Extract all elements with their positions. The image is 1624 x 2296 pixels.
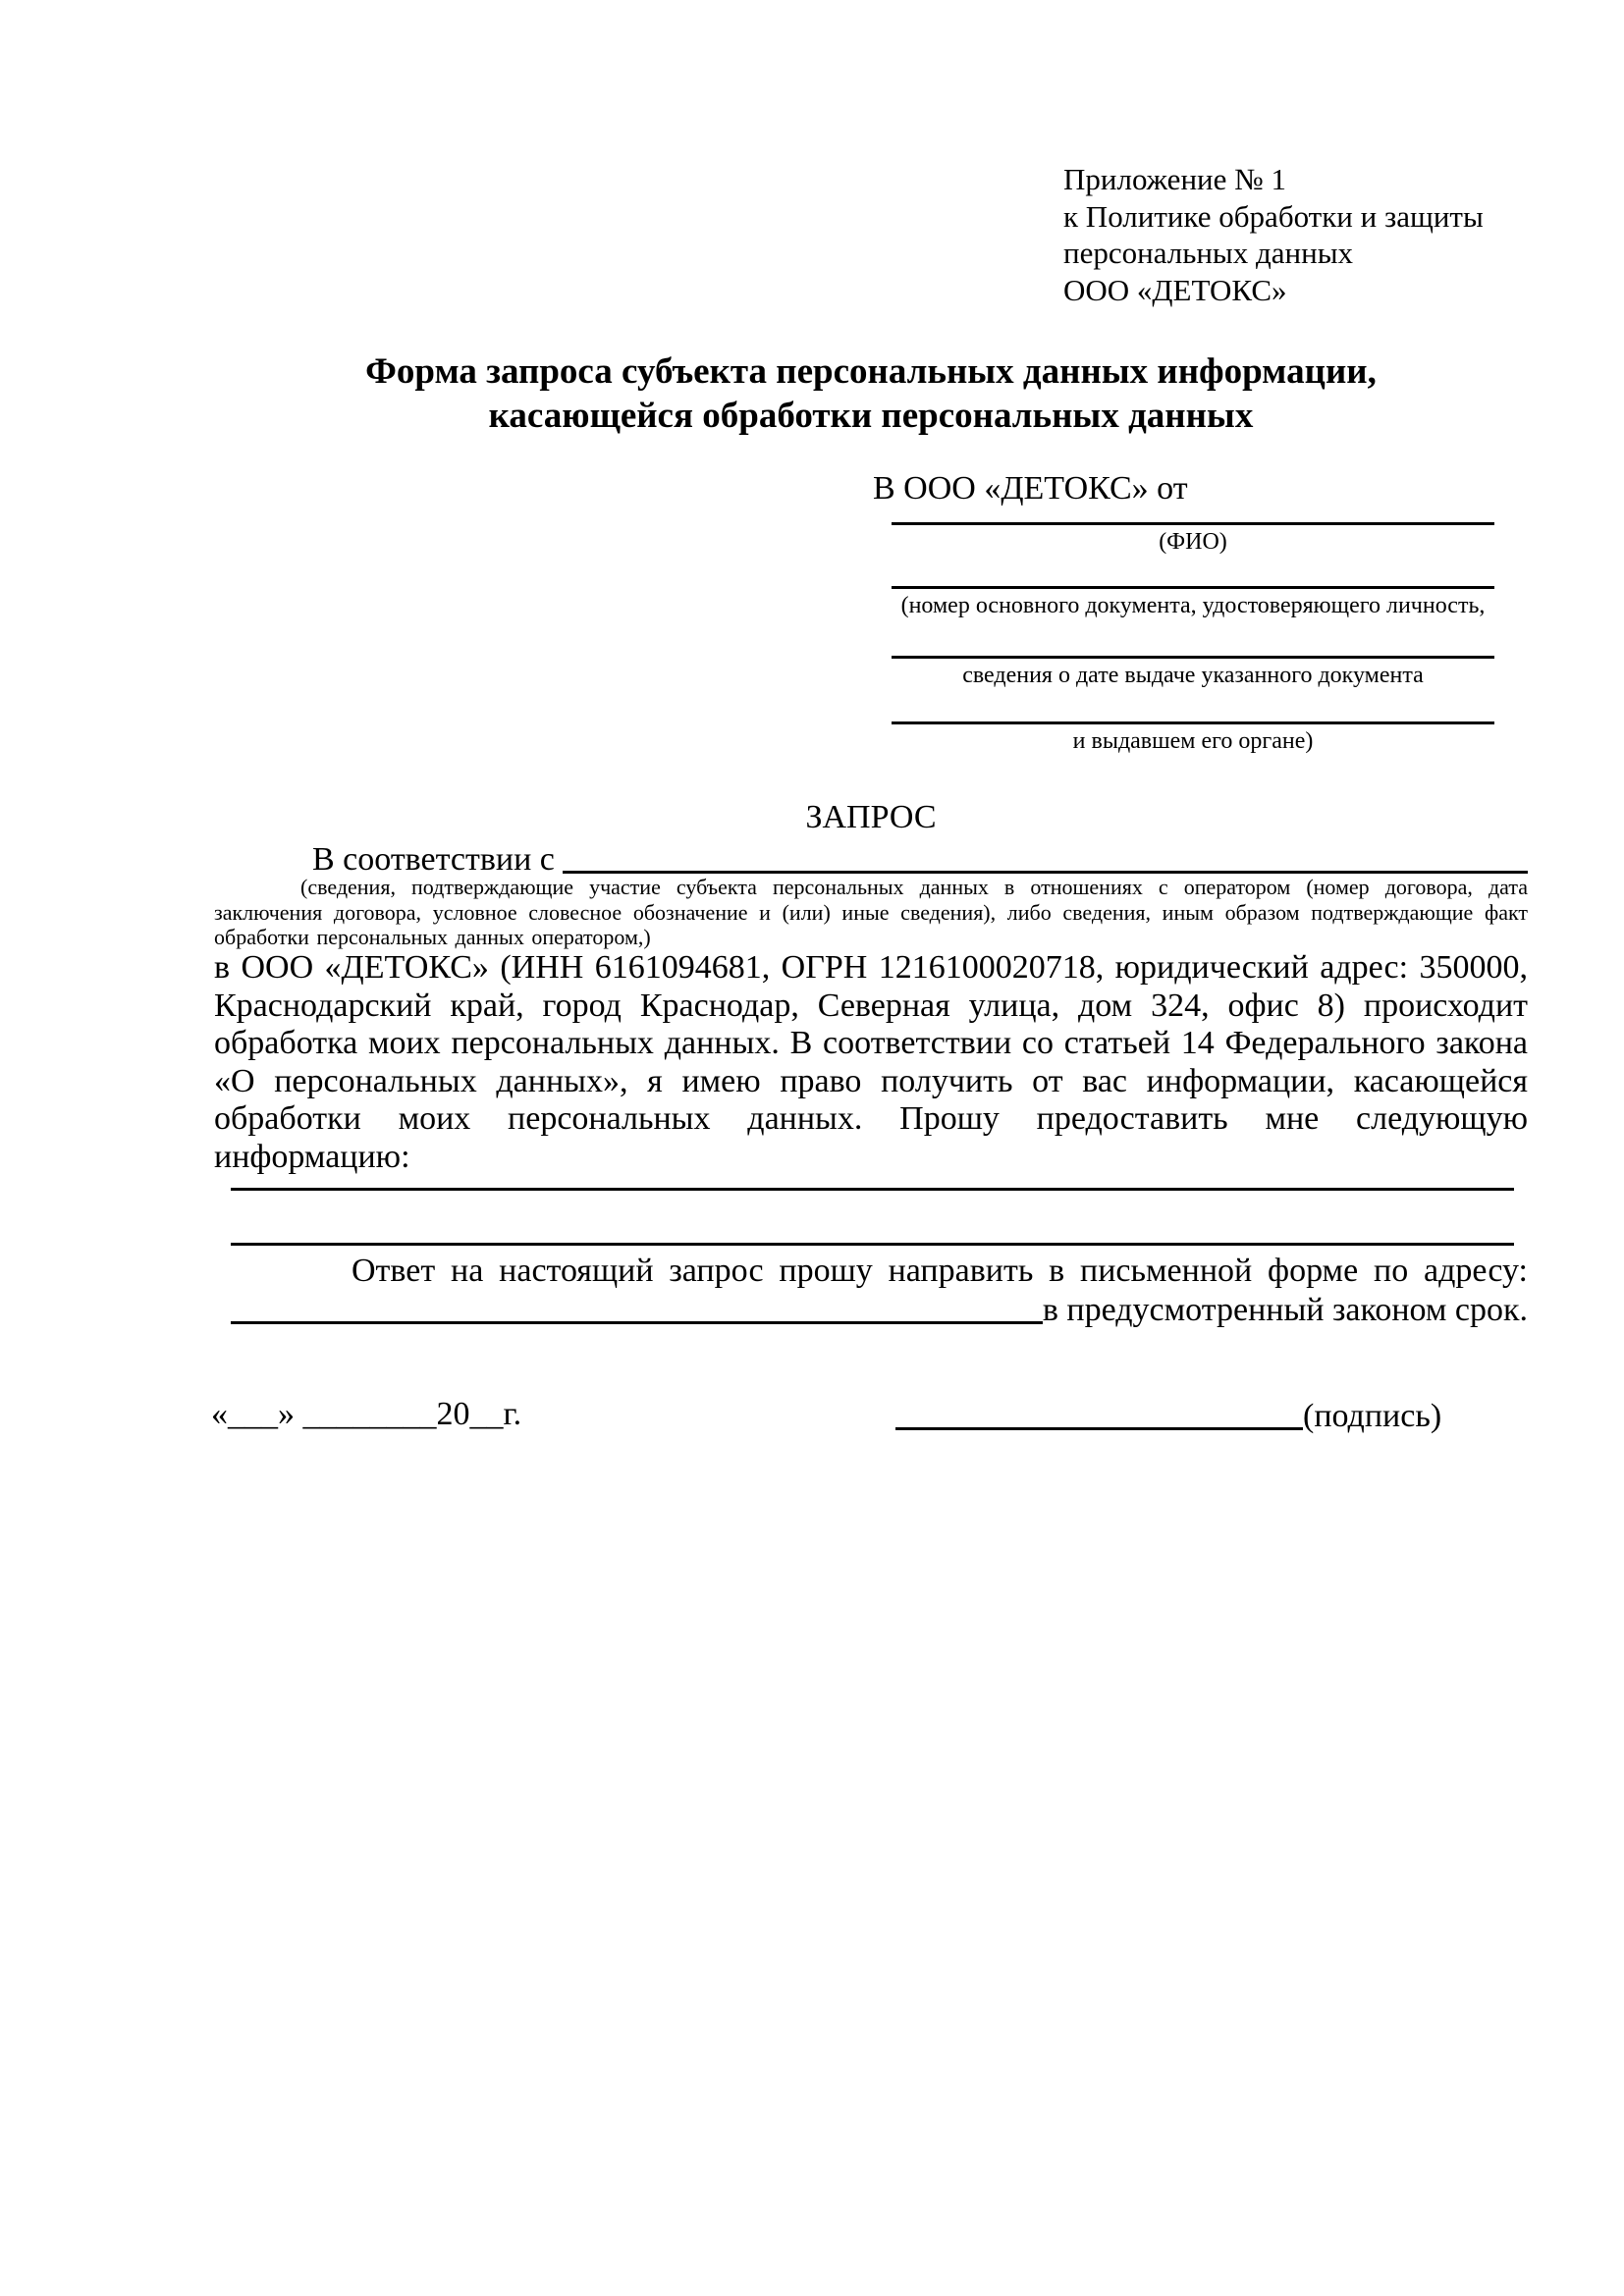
signature-row <box>895 1392 1441 1435</box>
info-blank-line-1 <box>231 1188 1514 1191</box>
appendix-line-2: к Политике обработки и защиты <box>1063 198 1484 234</box>
issue-date-underline <box>892 656 1494 659</box>
date-line: «___» ________20__г. <box>211 1396 522 1432</box>
fio-underline <box>892 522 1494 525</box>
signature-blank-line <box>895 1427 1303 1430</box>
appendix-line-4: ООО «ДЕТОКС» <box>1063 272 1287 307</box>
document-number-caption: (номер основного документа, удостоверяющего личность, <box>900 593 1486 618</box>
recipient-line: В ООО «ДЕТОКС» от <box>873 470 1188 507</box>
body-paragraph: в ООО «ДЕТОКС» (ИНН 6161094681, ОГРН 1216100020718, юридический адрес: 350000, Краснодарский край, город Краснодар, Северная улица, дом 324, офис 8) происходит обработка моих персональных данных. В соответствии со статьей 14 Федерального закона «О персональных данных», я имею право получить от вас информации, касающейся обработки моих персональных данных. Прошу предоставить мне следующую информацию: <box>214 949 1528 1175</box>
response-address-row <box>214 1288 1528 1329</box>
document-title <box>214 349 1528 438</box>
signature-caption: (подпись) <box>1303 1398 1442 1434</box>
according-row <box>214 837 1528 879</box>
request-heading: ЗАПРОС <box>805 799 937 835</box>
document-title-line-1: Форма запроса субъекта персональных данных информации, <box>365 351 1377 392</box>
appendix-line-1: Приложение № 1 <box>1063 162 1286 196</box>
issue-date-caption: сведения о дате выдаче указанного документа <box>962 663 1424 688</box>
issuing-authority-underline <box>892 721 1494 724</box>
appendix-line-3: персональных данных <box>1063 236 1354 270</box>
response-tail: в предусмотренный законом срок. <box>1042 1292 1528 1328</box>
issuing-authority-caption: и выдавшем его органе) <box>1072 728 1314 754</box>
appendix-block <box>1063 161 1535 308</box>
address-blank-line <box>231 1321 1043 1324</box>
info-blank-line-2 <box>231 1243 1514 1246</box>
according-note: (сведения, подтверждающие участие субъекта персональных данных в отношениях с оператором (номер договора, дата заключения договора, условное словесное обозначение и (или) иные сведения), либо сведения, иным образом подтверждающие факт обработки персональных данных оператором,) <box>214 875 1528 949</box>
document-number-underline <box>892 586 1494 589</box>
according-label: В соответствии с <box>312 841 555 878</box>
according-blank-line <box>563 871 1528 874</box>
document-title-line-2: касающейся обработки персональных данных <box>488 396 1254 436</box>
response-request: Ответ на настоящий запрос прошу направить в письменной форме по адресу: <box>352 1253 1528 1289</box>
fio-caption: (ФИО) <box>1159 529 1227 555</box>
